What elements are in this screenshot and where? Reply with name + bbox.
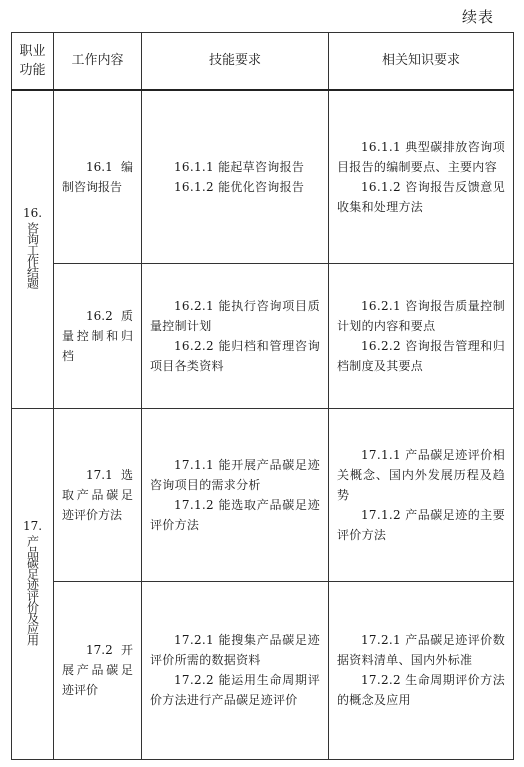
knowledge-cell (329, 90, 514, 263)
skill-item: 17.2.1 能搜集产品碳足迹评价所需的数据资料 (150, 633, 320, 667)
occupational-standard-table (11, 32, 514, 760)
skill-item: 16.1.1 能起草咨询报告 (174, 159, 305, 174)
function-number: 16. (22, 206, 43, 221)
work-content: 17.2 开展产品碳足迹评价 (62, 643, 133, 697)
table-row (12, 263, 514, 408)
skill-cell (142, 90, 329, 263)
knowledge-item: 17.2.1 产品碳足迹评价数据资料清单、国内外标准 (337, 633, 505, 667)
work-cell (54, 263, 142, 408)
header-knowledge: 相关知识要求 (329, 33, 514, 91)
work-content: 16.1 编制咨询报告 (62, 159, 133, 194)
function-cell-17 (12, 408, 54, 759)
knowledge-cell (329, 263, 514, 408)
skill-cell (142, 408, 329, 581)
knowledge-item: 17.2.2 生命周期评价方法的概念及应用 (337, 673, 505, 707)
function-name: 产品碳足迹评价及应用 (25, 534, 40, 645)
work-content: 16.2 质量控制和归档 (62, 308, 133, 363)
knowledge-item: 16.2.1 咨询报告质量控制计划的内容和要点 (337, 298, 505, 333)
work-cell (54, 90, 142, 263)
table-row (12, 408, 514, 581)
table-row (12, 90, 514, 263)
function-number: 17. (22, 518, 43, 533)
table-header-row (12, 33, 514, 91)
knowledge-item: 16.2.2 咨询报告管理和归档制度及其要点 (337, 338, 505, 373)
function-cell-16 (12, 90, 54, 408)
skill-item: 17.1.1 能开展产品碳足迹咨询项目的需求分析 (150, 457, 320, 492)
work-content: 17.1 选取产品碳足迹评价方法 (62, 467, 133, 522)
skill-item: 17.2.2 能运用生命周期评价方法进行产品碳足迹评价 (150, 673, 320, 707)
skill-item: 16.2.1 能执行咨询项目质量控制计划 (150, 298, 320, 333)
skill-item: 16.1.2 能优化咨询报告 (174, 179, 305, 194)
header-skill: 技能要求 (142, 33, 329, 91)
work-cell (54, 581, 142, 759)
header-function: 职业功能 (12, 33, 54, 91)
knowledge-cell (329, 581, 514, 759)
table-row (12, 581, 514, 759)
knowledge-cell (329, 408, 514, 581)
knowledge-item: 16.1.1 典型碳排放咨询项目报告的编制要点、主要内容 (337, 139, 505, 174)
skill-item: 17.1.2 能选取产品碳足迹评价方法 (150, 497, 320, 532)
continued-label: 续表 (461, 8, 494, 26)
knowledge-item: 17.1.2 产品碳足迹的主要评价方法 (337, 507, 505, 542)
knowledge-item: 16.1.2 咨询报告反馈意见收集和处理方法 (337, 179, 505, 214)
work-cell (54, 408, 142, 581)
skill-cell (142, 581, 329, 759)
header-work: 工作内容 (54, 33, 142, 91)
skill-item: 16.2.2 能归档和管理咨询项目各类资料 (150, 338, 320, 373)
skill-cell (142, 263, 329, 408)
function-name: 咨询工作结题 (25, 222, 40, 289)
knowledge-item: 17.1.1 产品碳足迹评价相关概念、国内外发展历程及趋势 (337, 447, 505, 502)
